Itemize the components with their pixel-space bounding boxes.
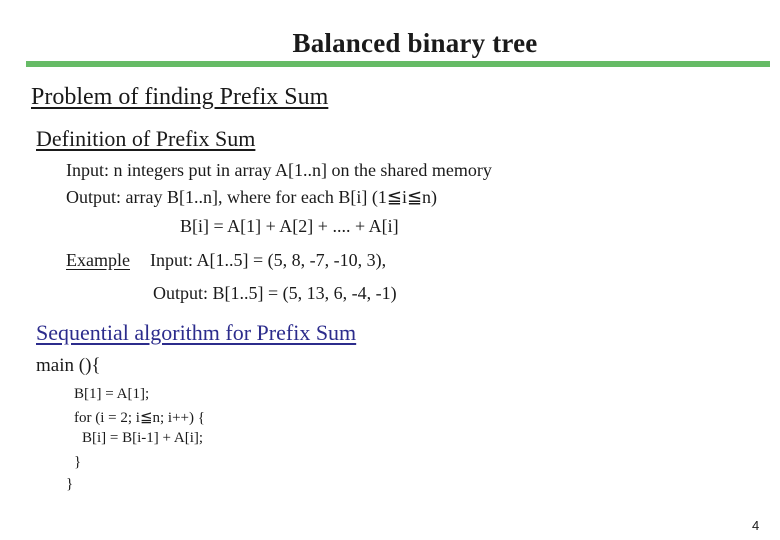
code-line: for (i = 2; i≦n; i++) {: [74, 410, 205, 426]
example-label: Example: [66, 250, 130, 270]
section-heading-sequential-algorithm: Sequential algorithm for Prefix Sum: [36, 320, 357, 345]
code-line: }: [66, 476, 74, 492]
example-input-line: Input: A[1..5] = (5, 8, -7, -10, 3),: [150, 250, 387, 270]
title-underline-rule: [26, 61, 770, 67]
subheading-definition: Definition of Prefix Sum: [36, 126, 256, 151]
code-line: B[i] = B[i-1] + A[i];: [82, 430, 204, 446]
definition-formula: B[i] = A[1] + A[2] + .... + A[i]: [180, 216, 399, 236]
code-line: }: [74, 454, 82, 470]
section-heading-prefix-sum-problem: Problem of finding Prefix Sum: [31, 84, 329, 110]
definition-output-line: Output: array B[1..n], where for each B[i] (1≦i≦n): [66, 187, 438, 207]
page-number: 4: [752, 518, 760, 533]
slide-title: Balanced binary tree: [292, 28, 538, 58]
definition-input-line: Input: n integers put in array A[1..n] on the shared memory: [66, 160, 492, 180]
example-output-line: Output: B[1..5] = (5, 13, 6, -4, -1): [153, 283, 397, 303]
code-line: B[1] = A[1];: [74, 386, 150, 402]
code-main-declaration: main (){: [36, 355, 101, 376]
